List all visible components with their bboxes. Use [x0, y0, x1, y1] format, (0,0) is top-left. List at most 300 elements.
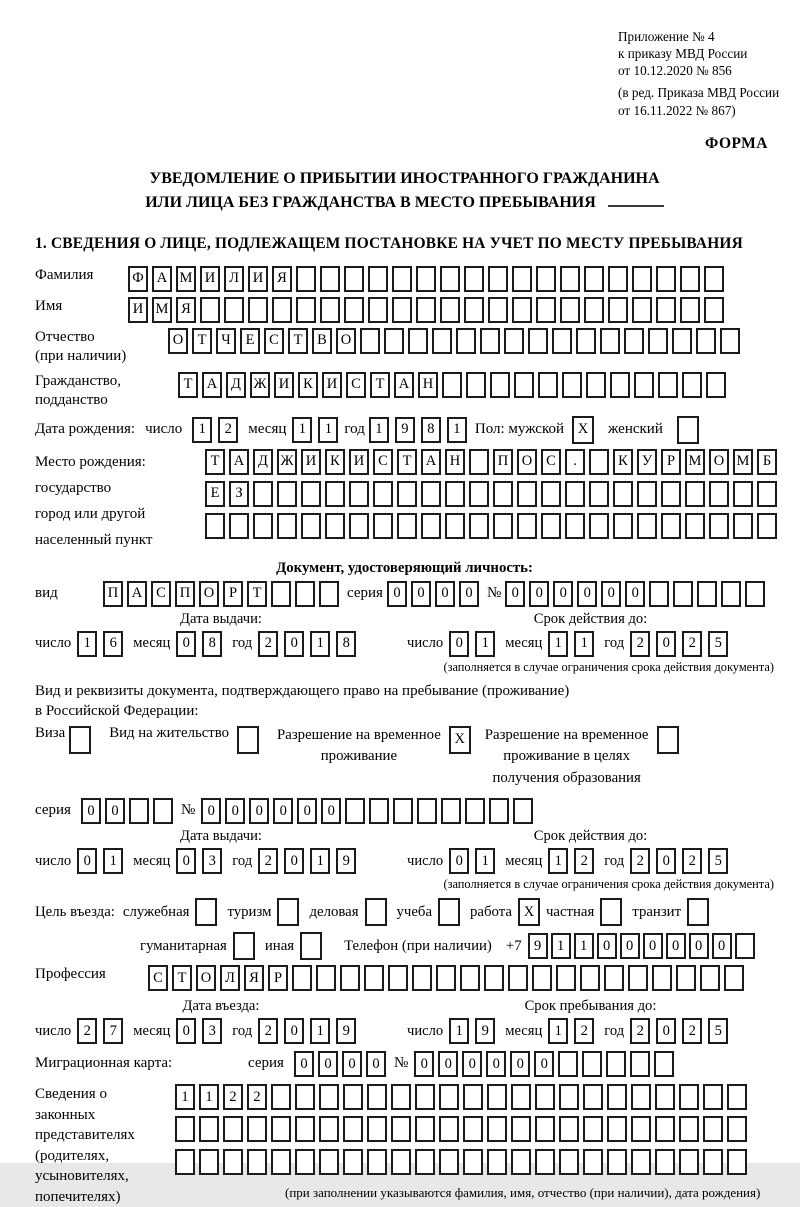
form-cell[interactable]: М — [152, 297, 172, 323]
form-cell[interactable]: А — [421, 449, 441, 475]
form-cell[interactable] — [416, 266, 436, 292]
form-cell[interactable]: Т — [288, 328, 308, 354]
form-cell[interactable] — [200, 297, 220, 323]
form-cell[interactable] — [271, 1149, 291, 1175]
form-cell[interactable]: 9 — [336, 848, 356, 874]
form-cell[interactable] — [709, 481, 729, 507]
form-cell[interactable]: 0 — [366, 1051, 386, 1077]
form-cell[interactable] — [606, 1051, 626, 1077]
form-cell[interactable] — [369, 798, 389, 824]
form-cell[interactable] — [463, 1116, 483, 1142]
form-cell[interactable] — [559, 1116, 579, 1142]
form-cell[interactable] — [556, 965, 576, 991]
form-cell[interactable] — [367, 1116, 387, 1142]
form-cell[interactable]: И — [301, 449, 321, 475]
form-cell[interactable] — [344, 297, 364, 323]
form-cell[interactable]: 0 — [449, 848, 469, 874]
form-cell[interactable]: О — [196, 965, 216, 991]
form-cell[interactable] — [658, 372, 678, 398]
form-cell[interactable] — [349, 513, 369, 539]
form-cell[interactable] — [442, 372, 462, 398]
form-cell[interactable] — [233, 932, 255, 960]
form-cell[interactable] — [600, 328, 620, 354]
form-cell[interactable] — [343, 1084, 363, 1110]
form-cell[interactable] — [463, 1149, 483, 1175]
form-cell[interactable]: 8 — [421, 417, 441, 443]
form-cell[interactable] — [391, 1116, 411, 1142]
form-cell[interactable]: Е — [205, 481, 225, 507]
form-cell[interactable]: 2 — [258, 1018, 278, 1044]
form-cell[interactable] — [630, 1051, 650, 1077]
form-cell[interactable]: Ж — [277, 449, 297, 475]
form-cell[interactable] — [469, 481, 489, 507]
form-cell[interactable]: 1 — [475, 631, 495, 657]
form-cell[interactable] — [464, 297, 484, 323]
form-cell[interactable] — [735, 933, 755, 959]
form-cell[interactable]: 0 — [689, 933, 709, 959]
form-cell[interactable] — [319, 1116, 339, 1142]
form-cell[interactable] — [229, 513, 249, 539]
form-cell[interactable] — [301, 481, 321, 507]
form-cell[interactable] — [415, 1116, 435, 1142]
form-cell[interactable]: Л — [220, 965, 240, 991]
form-cell[interactable]: Ф — [128, 266, 148, 292]
form-cell[interactable] — [536, 266, 556, 292]
form-cell[interactable] — [392, 266, 412, 292]
form-cell[interactable]: 1 — [199, 1084, 219, 1110]
form-cell[interactable]: Т — [172, 965, 192, 991]
form-cell[interactable]: 0 — [273, 798, 293, 824]
form-cell[interactable]: А — [202, 372, 222, 398]
form-cell[interactable] — [367, 1149, 387, 1175]
form-cell[interactable] — [607, 1084, 627, 1110]
form-cell[interactable] — [237, 726, 259, 754]
form-cell[interactable] — [607, 1116, 627, 1142]
form-cell[interactable]: 9 — [528, 933, 548, 959]
form-cell[interactable]: Т — [397, 449, 417, 475]
form-cell[interactable]: А — [394, 372, 414, 398]
form-cell[interactable]: 0 — [387, 581, 407, 607]
form-cell[interactable] — [195, 898, 217, 926]
form-cell[interactable] — [445, 481, 465, 507]
form-cell[interactable] — [325, 481, 345, 507]
form-cell[interactable] — [656, 297, 676, 323]
form-cell[interactable] — [703, 1084, 723, 1110]
form-cell[interactable] — [439, 1084, 459, 1110]
form-cell[interactable]: 0 — [486, 1051, 506, 1077]
form-cell[interactable]: Р — [223, 581, 243, 607]
form-cell[interactable] — [576, 328, 596, 354]
form-cell[interactable] — [560, 297, 580, 323]
form-cell[interactable] — [415, 1084, 435, 1110]
form-cell[interactable] — [465, 798, 485, 824]
form-cell[interactable] — [682, 372, 702, 398]
form-cell[interactable] — [586, 372, 606, 398]
form-cell[interactable]: 0 — [462, 1051, 482, 1077]
form-cell[interactable]: 1 — [574, 631, 594, 657]
form-cell[interactable] — [464, 266, 484, 292]
form-cell[interactable]: 1 — [310, 631, 330, 657]
form-cell[interactable] — [512, 266, 532, 292]
form-cell[interactable] — [319, 581, 339, 607]
form-cell[interactable]: К — [613, 449, 633, 475]
form-cell[interactable] — [392, 297, 412, 323]
form-cell[interactable] — [513, 798, 533, 824]
form-cell[interactable]: 2 — [247, 1084, 267, 1110]
form-cell[interactable]: 0 — [449, 631, 469, 657]
form-cell[interactable]: С — [346, 372, 366, 398]
form-cell[interactable] — [679, 1084, 699, 1110]
form-cell[interactable]: Л — [224, 266, 244, 292]
form-cell[interactable]: 2 — [682, 848, 702, 874]
form-cell[interactable]: 1 — [103, 848, 123, 874]
form-cell[interactable]: П — [175, 581, 195, 607]
form-cell[interactable] — [445, 513, 465, 539]
form-cell[interactable]: 0 — [553, 581, 573, 607]
form-cell[interactable]: 0 — [597, 933, 617, 959]
form-cell[interactable]: 0 — [534, 1051, 554, 1077]
form-cell[interactable] — [316, 965, 336, 991]
form-cell[interactable] — [560, 266, 580, 292]
form-cell[interactable]: 7 — [103, 1018, 123, 1044]
form-cell[interactable]: Я — [244, 965, 264, 991]
form-cell[interactable] — [440, 266, 460, 292]
form-cell[interactable] — [604, 965, 624, 991]
form-cell[interactable] — [272, 297, 292, 323]
form-cell[interactable] — [676, 965, 696, 991]
form-cell[interactable] — [484, 965, 504, 991]
form-cell[interactable] — [373, 481, 393, 507]
form-cell[interactable] — [388, 965, 408, 991]
form-cell[interactable]: 8 — [202, 631, 222, 657]
form-cell[interactable] — [538, 372, 558, 398]
form-cell[interactable]: И — [128, 297, 148, 323]
form-cell[interactable] — [466, 372, 486, 398]
form-cell[interactable]: О — [709, 449, 729, 475]
form-cell[interactable]: Я — [272, 266, 292, 292]
form-cell[interactable] — [649, 581, 669, 607]
form-cell[interactable] — [296, 297, 316, 323]
form-cell[interactable]: И — [349, 449, 369, 475]
form-cell[interactable]: 0 — [284, 848, 304, 874]
form-cell[interactable]: 2 — [630, 631, 650, 657]
form-cell[interactable] — [224, 297, 244, 323]
form-cell[interactable]: 9 — [336, 1018, 356, 1044]
form-cell[interactable] — [745, 581, 765, 607]
form-cell[interactable] — [365, 898, 387, 926]
form-cell[interactable] — [541, 481, 561, 507]
form-cell[interactable]: 2 — [630, 1018, 650, 1044]
form-cell[interactable] — [637, 481, 657, 507]
form-cell[interactable] — [490, 372, 510, 398]
form-cell[interactable] — [277, 513, 297, 539]
form-cell[interactable]: 0 — [656, 848, 676, 874]
form-cell[interactable] — [349, 481, 369, 507]
form-cell[interactable] — [253, 513, 273, 539]
form-cell[interactable] — [416, 297, 436, 323]
form-cell[interactable]: 0 — [505, 581, 525, 607]
form-cell[interactable]: Т — [192, 328, 212, 354]
form-cell[interactable]: 0 — [176, 848, 196, 874]
form-cell[interactable]: 5 — [708, 1018, 728, 1044]
form-cell[interactable] — [408, 328, 428, 354]
form-cell[interactable] — [199, 1149, 219, 1175]
form-cell[interactable]: 1 — [551, 933, 571, 959]
form-cell[interactable]: 1 — [292, 417, 312, 443]
form-cell[interactable]: 1 — [475, 848, 495, 874]
form-cell[interactable] — [488, 266, 508, 292]
form-cell[interactable] — [535, 1149, 555, 1175]
form-cell[interactable] — [440, 297, 460, 323]
form-cell[interactable] — [727, 1149, 747, 1175]
form-cell[interactable] — [700, 965, 720, 991]
form-cell[interactable]: С — [148, 965, 168, 991]
form-cell[interactable]: С — [264, 328, 284, 354]
form-cell[interactable]: 0 — [620, 933, 640, 959]
form-cell[interactable] — [648, 328, 668, 354]
form-cell[interactable] — [295, 581, 315, 607]
form-cell[interactable]: 2 — [258, 848, 278, 874]
form-cell[interactable] — [589, 481, 609, 507]
form-cell[interactable]: 0 — [438, 1051, 458, 1077]
form-cell[interactable]: Я — [176, 297, 196, 323]
form-cell[interactable] — [153, 798, 173, 824]
form-cell[interactable] — [532, 965, 552, 991]
form-cell[interactable]: 2 — [218, 417, 238, 443]
form-cell[interactable]: Т — [205, 449, 225, 475]
form-cell[interactable] — [655, 1116, 675, 1142]
form-cell[interactable] — [672, 328, 692, 354]
form-cell[interactable] — [205, 513, 225, 539]
form-cell[interactable]: 1 — [449, 1018, 469, 1044]
form-cell[interactable] — [508, 965, 528, 991]
form-cell[interactable] — [511, 1149, 531, 1175]
form-cell[interactable] — [696, 328, 716, 354]
form-cell[interactable] — [583, 1116, 603, 1142]
form-cell[interactable]: О — [168, 328, 188, 354]
form-cell[interactable]: М — [733, 449, 753, 475]
form-cell[interactable] — [480, 328, 500, 354]
form-cell[interactable]: 1 — [447, 417, 467, 443]
form-cell[interactable] — [583, 1084, 603, 1110]
form-cell[interactable]: 0 — [176, 1018, 196, 1044]
form-cell[interactable] — [757, 481, 777, 507]
form-cell[interactable] — [610, 372, 630, 398]
form-cell[interactable] — [175, 1116, 195, 1142]
form-cell[interactable]: Ч — [216, 328, 236, 354]
form-cell[interactable] — [536, 297, 556, 323]
form-cell[interactable]: 9 — [395, 417, 415, 443]
form-cell[interactable] — [344, 266, 364, 292]
form-cell[interactable]: X — [518, 898, 540, 926]
form-cell[interactable] — [535, 1084, 555, 1110]
form-cell[interactable] — [463, 1084, 483, 1110]
form-cell[interactable] — [709, 513, 729, 539]
form-cell[interactable] — [393, 798, 413, 824]
form-cell[interactable]: 1 — [175, 1084, 195, 1110]
form-cell[interactable] — [439, 1116, 459, 1142]
form-cell[interactable] — [558, 1051, 578, 1077]
form-cell[interactable] — [733, 481, 753, 507]
form-cell[interactable] — [487, 1084, 507, 1110]
form-cell[interactable]: . — [565, 449, 585, 475]
form-cell[interactable] — [373, 513, 393, 539]
form-cell[interactable] — [319, 1084, 339, 1110]
form-cell[interactable]: 0 — [77, 848, 97, 874]
form-cell[interactable]: А — [127, 581, 147, 607]
form-cell[interactable]: 1 — [318, 417, 338, 443]
form-cell[interactable] — [456, 328, 476, 354]
form-cell[interactable] — [488, 297, 508, 323]
form-cell[interactable] — [559, 1084, 579, 1110]
form-cell[interactable] — [680, 266, 700, 292]
form-cell[interactable] — [733, 513, 753, 539]
form-cell[interactable]: В — [312, 328, 332, 354]
form-cell[interactable] — [247, 1116, 267, 1142]
form-cell[interactable] — [432, 328, 452, 354]
form-cell[interactable]: 1 — [77, 631, 97, 657]
form-cell[interactable]: Ж — [250, 372, 270, 398]
form-cell[interactable]: П — [493, 449, 513, 475]
form-cell[interactable] — [697, 581, 717, 607]
form-cell[interactable] — [511, 1084, 531, 1110]
form-cell[interactable] — [300, 932, 322, 960]
form-cell[interactable]: 5 — [708, 631, 728, 657]
form-cell[interactable] — [720, 328, 740, 354]
form-cell[interactable] — [628, 965, 648, 991]
form-cell[interactable] — [325, 513, 345, 539]
form-cell[interactable]: 6 — [103, 631, 123, 657]
form-cell[interactable]: 8 — [336, 631, 356, 657]
form-cell[interactable] — [584, 297, 604, 323]
form-cell[interactable] — [517, 481, 537, 507]
form-cell[interactable] — [528, 328, 548, 354]
form-cell[interactable] — [677, 416, 699, 444]
form-cell[interactable]: М — [685, 449, 705, 475]
form-cell[interactable]: 0 — [712, 933, 732, 959]
form-cell[interactable] — [295, 1084, 315, 1110]
form-cell[interactable]: С — [151, 581, 171, 607]
form-cell[interactable] — [552, 328, 572, 354]
form-cell[interactable] — [600, 898, 622, 926]
form-cell[interactable] — [397, 513, 417, 539]
form-cell[interactable]: 0 — [318, 1051, 338, 1077]
form-cell[interactable]: А — [152, 266, 172, 292]
form-cell[interactable]: И — [248, 266, 268, 292]
form-cell[interactable] — [565, 481, 585, 507]
form-cell[interactable]: 2 — [574, 1018, 594, 1044]
form-cell[interactable]: X — [572, 416, 594, 444]
form-cell[interactable] — [541, 513, 561, 539]
form-cell[interactable] — [632, 297, 652, 323]
form-cell[interactable] — [673, 581, 693, 607]
form-cell[interactable] — [687, 898, 709, 926]
form-cell[interactable]: 0 — [249, 798, 269, 824]
form-cell[interactable]: 0 — [225, 798, 245, 824]
form-cell[interactable] — [652, 965, 672, 991]
form-cell[interactable] — [704, 266, 724, 292]
form-cell[interactable] — [367, 1084, 387, 1110]
form-cell[interactable]: 1 — [548, 848, 568, 874]
form-cell[interactable]: 2 — [223, 1084, 243, 1110]
form-cell[interactable] — [607, 1149, 627, 1175]
form-cell[interactable] — [199, 1116, 219, 1142]
form-cell[interactable]: И — [200, 266, 220, 292]
form-cell[interactable] — [685, 481, 705, 507]
form-cell[interactable]: З — [229, 481, 249, 507]
form-cell[interactable] — [415, 1149, 435, 1175]
form-cell[interactable]: 0 — [411, 581, 431, 607]
form-cell[interactable] — [469, 449, 489, 475]
form-cell[interactable]: Д — [253, 449, 273, 475]
form-cell[interactable] — [320, 297, 340, 323]
form-cell[interactable]: 0 — [297, 798, 317, 824]
form-cell[interactable]: 0 — [656, 1018, 676, 1044]
form-cell[interactable]: О — [336, 328, 356, 354]
form-cell[interactable] — [412, 965, 432, 991]
form-cell[interactable] — [589, 513, 609, 539]
form-cell[interactable] — [319, 1149, 339, 1175]
form-cell[interactable] — [703, 1116, 723, 1142]
form-cell[interactable] — [504, 328, 524, 354]
form-cell[interactable]: 0 — [666, 933, 686, 959]
form-cell[interactable]: 2 — [682, 631, 702, 657]
form-cell[interactable] — [632, 266, 652, 292]
form-cell[interactable] — [343, 1116, 363, 1142]
form-cell[interactable] — [175, 1149, 195, 1175]
form-cell[interactable] — [391, 1149, 411, 1175]
form-cell[interactable]: Т — [247, 581, 267, 607]
form-cell[interactable]: С — [541, 449, 561, 475]
form-cell[interactable]: Р — [661, 449, 681, 475]
form-cell[interactable]: 0 — [577, 581, 597, 607]
form-cell[interactable]: 0 — [342, 1051, 362, 1077]
form-cell[interactable] — [364, 965, 384, 991]
form-cell[interactable]: К — [298, 372, 318, 398]
form-cell[interactable] — [613, 481, 633, 507]
form-cell[interactable] — [271, 581, 291, 607]
form-cell[interactable] — [631, 1116, 651, 1142]
form-cell[interactable]: 2 — [77, 1018, 97, 1044]
form-cell[interactable]: Н — [418, 372, 438, 398]
form-cell[interactable] — [631, 1149, 651, 1175]
form-cell[interactable] — [247, 1149, 267, 1175]
form-cell[interactable] — [223, 1116, 243, 1142]
form-cell[interactable] — [345, 798, 365, 824]
form-cell[interactable]: К — [325, 449, 345, 475]
form-cell[interactable] — [657, 726, 679, 754]
form-cell[interactable] — [680, 297, 700, 323]
form-cell[interactable] — [487, 1149, 507, 1175]
form-cell[interactable] — [724, 965, 744, 991]
form-cell[interactable] — [248, 297, 268, 323]
form-cell[interactable]: М — [176, 266, 196, 292]
form-cell[interactable] — [489, 798, 509, 824]
form-cell[interactable] — [340, 965, 360, 991]
form-cell[interactable]: 0 — [294, 1051, 314, 1077]
form-cell[interactable]: У — [637, 449, 657, 475]
form-cell[interactable]: 9 — [475, 1018, 495, 1044]
form-cell[interactable] — [438, 898, 460, 926]
form-cell[interactable] — [679, 1149, 699, 1175]
form-cell[interactable] — [384, 328, 404, 354]
form-cell[interactable]: И — [322, 372, 342, 398]
form-cell[interactable] — [436, 965, 456, 991]
form-cell[interactable] — [277, 898, 299, 926]
form-cell[interactable]: 0 — [459, 581, 479, 607]
form-cell[interactable] — [580, 965, 600, 991]
form-cell[interactable]: 0 — [414, 1051, 434, 1077]
